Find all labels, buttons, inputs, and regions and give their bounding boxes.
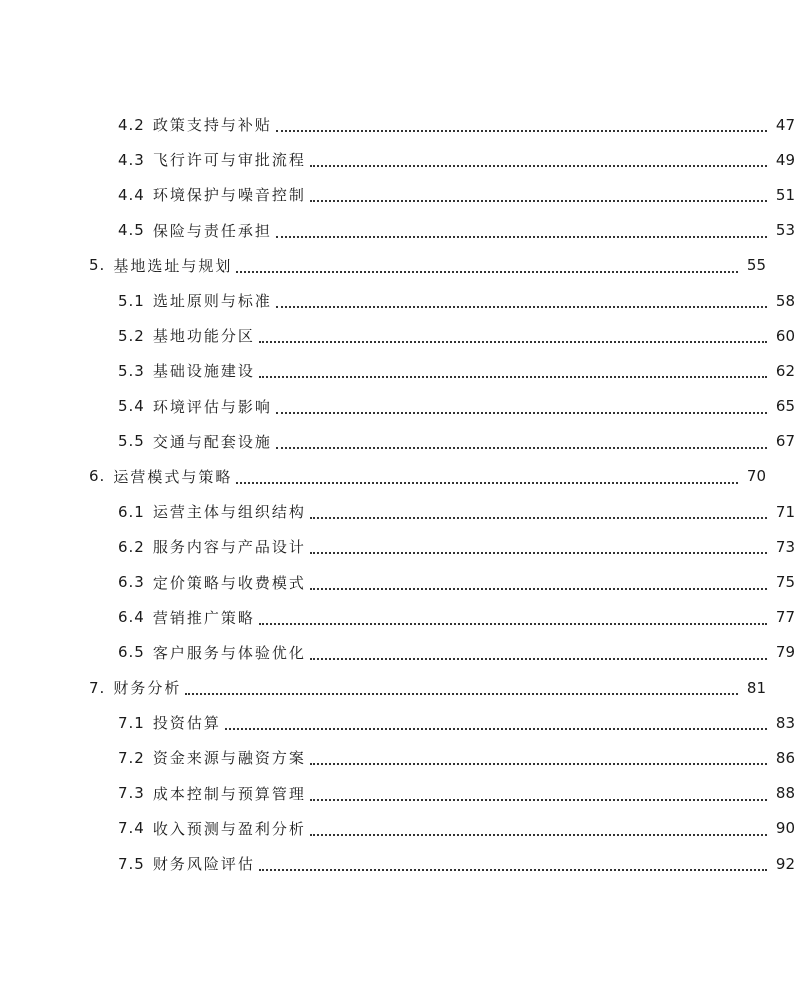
- toc-entry[interactable]: [0, 389, 795, 424]
- toc-entry-page: 49: [775, 150, 795, 169]
- toc-entry-number: 5.1: [118, 291, 145, 310]
- toc-entry-page: 88: [775, 784, 795, 803]
- dot-leader: [276, 235, 767, 238]
- dot-leader: [310, 762, 767, 765]
- dot-leader: [310, 164, 767, 167]
- toc-entry[interactable]: [0, 177, 795, 212]
- dot-leader: [259, 340, 767, 343]
- toc-entry[interactable]: [0, 740, 795, 775]
- dot-leader: [276, 129, 767, 132]
- dot-leader: [259, 622, 767, 625]
- toc-entry-title: 基地功能分区: [152, 327, 255, 346]
- toc-entry-number: 7.3: [118, 784, 145, 803]
- toc-entry-page: 51: [775, 185, 795, 204]
- dot-leader: [310, 587, 767, 590]
- toc-entry-title: 成本控制与预算管理: [152, 784, 306, 803]
- toc-entry-number: 5.5: [118, 432, 145, 451]
- toc-entry[interactable]: [0, 494, 795, 529]
- dot-leader: [310, 798, 767, 801]
- dot-leader: [310, 516, 767, 519]
- toc-entry-number: 6.4: [118, 608, 145, 627]
- toc-entry-title: 资金来源与融资方案: [152, 749, 306, 768]
- toc-entry-page: 86: [775, 748, 795, 767]
- toc-entry-title: 环境评估与影响: [152, 397, 272, 416]
- dot-leader: [225, 727, 767, 730]
- toc-entry-page: 47: [775, 115, 795, 134]
- toc-entry-number: 6.3: [118, 573, 145, 592]
- toc-entry[interactable]: [0, 213, 795, 248]
- toc-entry-page: 73: [775, 537, 795, 556]
- toc-entry-title: 服务内容与产品设计: [152, 538, 306, 557]
- dot-leader: [310, 551, 767, 554]
- dot-leader: [310, 657, 767, 660]
- toc-entry[interactable]: [0, 846, 795, 881]
- toc-entry-number: 6.1: [118, 502, 145, 521]
- toc-entry[interactable]: [0, 318, 795, 353]
- toc-entry-number: 5.3: [118, 361, 145, 380]
- toc-entry-title: 财务分析: [113, 679, 182, 698]
- toc-entry-title: 环境保护与噪音控制: [152, 186, 306, 205]
- toc-entry-title: 投资估算: [152, 714, 221, 733]
- toc-entry-number: 6.: [89, 467, 106, 486]
- toc-entry-title: 飞行许可与审批流程: [152, 151, 306, 170]
- dot-leader: [236, 481, 738, 484]
- toc-entry-page: 79: [775, 643, 795, 662]
- dot-leader: [185, 692, 738, 695]
- toc-entry-page: 90: [775, 819, 795, 838]
- toc-entry[interactable]: [0, 248, 766, 283]
- toc-entry-page: 67: [775, 432, 795, 451]
- toc-entry-number: 7.4: [118, 819, 145, 838]
- dot-leader: [276, 446, 767, 449]
- toc-entry[interactable]: [0, 670, 766, 705]
- toc-entry-number: 4.2: [118, 115, 145, 134]
- toc-entry-number: 6.5: [118, 643, 145, 662]
- toc-entry[interactable]: [0, 529, 795, 564]
- toc-entry-title: 收入预测与盈利分析: [152, 819, 306, 838]
- toc-entry-page: 53: [775, 221, 795, 240]
- toc-entry-title: 基地选址与规划: [113, 256, 233, 275]
- toc-entry-title: 定价策略与收费模式: [152, 573, 306, 592]
- dot-leader: [276, 411, 767, 414]
- toc-entry-number: 4.3: [118, 150, 145, 169]
- toc-entry[interactable]: [0, 283, 795, 318]
- toc-entry-page: 62: [775, 361, 795, 380]
- dot-leader: [310, 833, 767, 836]
- toc-entry-title: 客户服务与体验优化: [152, 643, 306, 662]
- toc-entry[interactable]: [0, 776, 795, 811]
- toc-entry-number: 7.5: [118, 854, 145, 873]
- dot-leader: [310, 199, 767, 202]
- toc-entry-number: 6.2: [118, 537, 145, 556]
- toc-entry-title: 选址原则与标准: [152, 292, 272, 311]
- toc-entry-number: 7.1: [118, 713, 145, 732]
- toc-entry-title: 运营模式与策略: [113, 467, 233, 486]
- toc-entry-page: 65: [775, 397, 795, 416]
- toc-entry-page: 75: [775, 573, 795, 592]
- toc-entry-title: 营销推广策略: [152, 608, 255, 627]
- toc-entry-page: 58: [775, 291, 795, 310]
- dot-leader: [276, 305, 767, 308]
- toc-entry-page: 77: [775, 608, 795, 627]
- toc-entry[interactable]: [0, 635, 795, 670]
- toc-entry-number: 4.4: [118, 185, 145, 204]
- toc-entry-page: 60: [775, 326, 795, 345]
- toc-entry-title: 财务风险评估: [152, 855, 255, 874]
- toc-entry-page: 71: [775, 502, 795, 521]
- toc-entry-title: 运营主体与组织结构: [152, 503, 306, 522]
- toc-entry[interactable]: [0, 353, 795, 388]
- toc-entry[interactable]: [0, 424, 795, 459]
- toc-entry[interactable]: [0, 564, 795, 599]
- dot-leader: [259, 375, 767, 378]
- table-of-contents: [0, 107, 795, 881]
- toc-entry-page: 92: [775, 854, 795, 873]
- toc-entry-title: 政策支持与补贴: [152, 116, 272, 135]
- toc-entry-page: 83: [775, 713, 795, 732]
- toc-entry-number: 7.2: [118, 748, 145, 767]
- toc-entry-page: 81: [746, 678, 766, 697]
- toc-entry-page: 70: [746, 467, 766, 486]
- toc-entry[interactable]: [0, 459, 766, 494]
- toc-entry-number: 7.: [89, 678, 106, 697]
- dot-leader: [236, 270, 738, 273]
- toc-entry[interactable]: [0, 600, 795, 635]
- toc-entry-title: 保险与责任承担: [152, 221, 272, 240]
- toc-entry[interactable]: [0, 142, 795, 177]
- dot-leader: [259, 868, 767, 871]
- toc-entry-number: 5.: [89, 256, 106, 275]
- toc-entry-page: 55: [746, 256, 766, 275]
- toc-entry[interactable]: [0, 811, 795, 846]
- toc-entry-number: 4.5: [118, 221, 145, 240]
- toc-entry-title: 交通与配套设施: [152, 432, 272, 451]
- toc-entry-number: 5.4: [118, 397, 145, 416]
- toc-entry[interactable]: [0, 705, 795, 740]
- toc-entry-title: 基础设施建设: [152, 362, 255, 381]
- toc-entry[interactable]: [0, 107, 795, 142]
- toc-entry-number: 5.2: [118, 326, 145, 345]
